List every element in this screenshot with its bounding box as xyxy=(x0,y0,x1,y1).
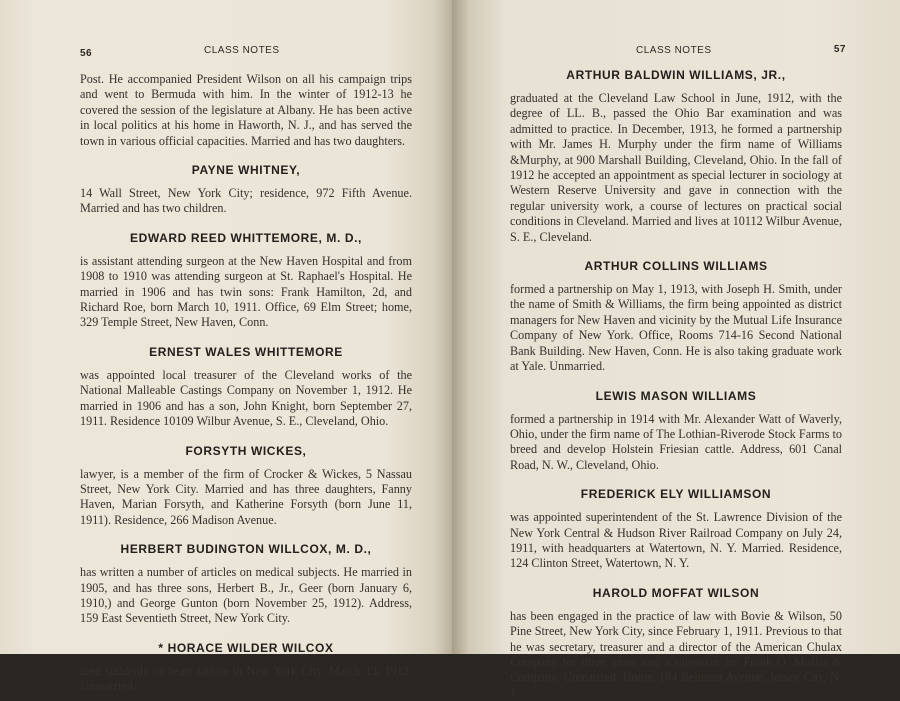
running-head: CLASS NOTES xyxy=(636,45,712,56)
entry xyxy=(510,68,842,245)
page-number: 57 xyxy=(833,44,846,55)
entry-name: FREDERICK ELY WILLIAMSON xyxy=(580,487,772,502)
entry xyxy=(80,542,412,627)
running-head: CLASS NOTES xyxy=(204,45,280,56)
entry xyxy=(510,389,842,474)
entry-text: graduated at the Cleveland Law School in June, 1912, with the degree of LL. B., passed the Ohio Bar examination and was admitted to practice. In December, 1913, he formed a partnership with Mr. James H. Murphy under the firm name of Williams &Murphy, at 900 Marshall Building, Cleveland, Ohio. In the fall of 1912 he accepted an appointment as special lecturer in sociology at Western Reserve University and gave in connection with the regular university work, a course of lectures on practical social conditions in Cleveland. Married and lives at 10112 Wilbur Avenue, S. E., Cleveland. xyxy=(510,91,842,244)
entry-text: has written a number of articles on medical subjects. He married in 1905, and has three sons, Herbert B., Jr., Geer (born January 6, 1910,) and George Gunton (born November 25, 1912). Address, 159 East Seventieth Street, New York City. xyxy=(80,565,412,626)
right-page xyxy=(452,0,900,700)
entry-name: ARTHUR COLLINS WILLIAMS xyxy=(584,259,768,274)
continued-text: Post. He accompanied President Wilson on all his campaign trips and went to Bermuda with him. In the winter of 1912-13 he covered the session of the legislature at Albany. He has been active in local politics at his home in Haworth, N. J., and has served the town in various official capacities. Married and has two daughters. xyxy=(80,72,412,148)
entry xyxy=(510,586,842,701)
entry-name: PAYNE WHITNEY, xyxy=(191,163,301,178)
entry xyxy=(80,345,412,430)
entry-name: FORSYTH WICKES, xyxy=(185,443,307,458)
entry xyxy=(80,163,412,217)
entry-name: ERNEST WALES WHITTEMORE xyxy=(149,344,343,359)
entry xyxy=(80,444,412,529)
page-number: 56 xyxy=(80,48,93,59)
entry-text: was appointed superintendent of the St. Lawrence Division of the New York Central & Hudson River Railroad Company on July 24, 1911, with headquarters at Watertown, N. Y. Married. Residence, 124 Clinton Street, Watertown, N. Y. xyxy=(510,510,842,571)
entry xyxy=(80,231,412,331)
left-page-header xyxy=(80,40,412,58)
entry-name: EDWARD REED WHITTEMORE, M. D., xyxy=(130,230,362,245)
entry-name: HAROLD MOFFAT WILSON xyxy=(592,585,760,600)
entry-text: is assistant attending surgeon at the New Haven Hospital and from 1908 to 1910 was attending surgeon at St. Raphael's Hospital. He married in 1906 and has twin sons: Frank Hamilton, 2d, and Richard Roe, born March 10, 1911. Office, 69 Elm Street; home, 329 Temple Street, New Haven, Conn. xyxy=(80,253,412,330)
entry-text: lawyer, is a member of the firm of Crocker & Wickes, 5 Nassau Street, New York City. Married and has three daughters, Fanny Haven, Marian Forsyth, and Katherine Forsyth (born June 11, 1911). Residence, 266 Madison Avenue. xyxy=(80,466,412,527)
entry-name: HERBERT BUDINGTON WILLCOX, M. D., xyxy=(120,542,372,557)
entry-name: ARTHUR BALDWIN WILLIAMS, JR., xyxy=(566,68,786,82)
entry-text: was appointed local treasurer of the Cleveland works of the National Malleable Castings Company on November 1, 1912. He married in 1906 and has a son, John Knight, born September 27, 1911. Residence 10109 Wilbur Avenue, S. E., Cleveland, Ohio. xyxy=(80,367,412,429)
entry-text: formed a partnership on May 1, 1913, with Joseph H. Smith, under the name of Smith & Williams, the firm being appointed as district managers for New Haven and vicinity by the Mutual Life Insurance Company of New York. Office, Rooms 714-16 Second National Bank Building. New Haven, Conn. He is also taking graduate work at Yale. Unmarried. xyxy=(510,282,842,374)
entry-name: LEWIS MASON WILLIAMS xyxy=(595,388,757,403)
entry-text: has been engaged in the practice of law with Bovie & Wilson, 50 Pine Street, New York City, since February 1, 1911. Previous to that he was secretary, treasurer and a director of the American Chulax Company for three years and a salesman for Frank O. Moffat & Company. Unmarried. Home, 104 Belmont Avenue, Jersey City, N. J. xyxy=(510,608,842,700)
entry-name: * HORACE WILDER WILCOX xyxy=(158,640,334,655)
entry-text: formed a partnership in 1914 with Mr. Alexander Watt of Waverly, Ohio, under the firm name of The Lothian-Riverode Stock Farms to breed and develop Holstein Friesian cattle. Address, 601 Canal Road, N. W., Cleveland, Ohio. xyxy=(510,411,842,472)
entry xyxy=(510,487,842,572)
entry-text: 14 Wall Street, New York City; residence, 972 Fifth Avenue. Married and has two children. xyxy=(80,186,412,216)
entry xyxy=(80,641,412,695)
entry xyxy=(510,259,842,374)
left-page xyxy=(0,0,452,694)
right-page-header xyxy=(510,40,846,58)
entry-text: died suddenly of heart failure in New York City, March 13, 1912. Unmarried. xyxy=(80,663,412,694)
